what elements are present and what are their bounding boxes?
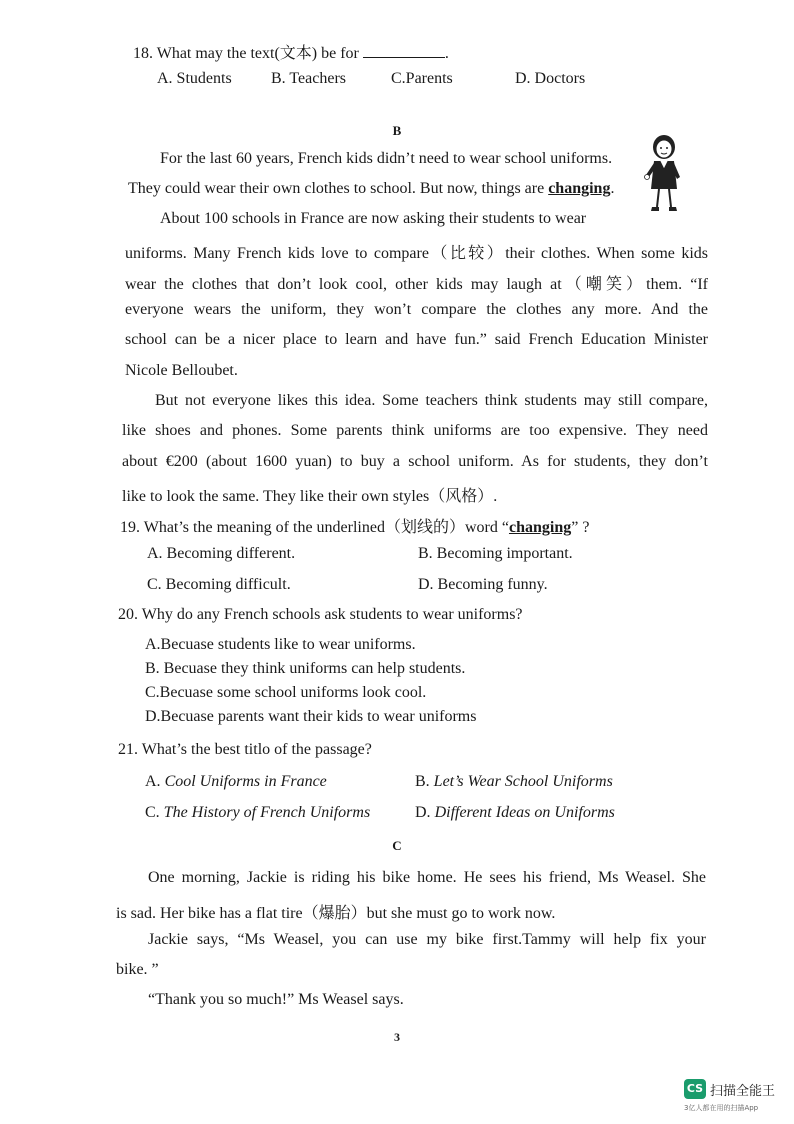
q19-option-c: C. Becoming difficult.: [147, 576, 291, 593]
answer-blank: [363, 43, 445, 58]
q21-option-a: [145, 773, 327, 791]
section-c-heading: C: [392, 838, 402, 853]
section-b-paragraph-2-line-3: wear the clothes that don’t look cool, other kids may laugh at（嘲笑）them. “If: [125, 276, 708, 293]
section-b-paragraph-2-line-2: uniforms. Many French kids love to compare（比较）their clothes. When some kids: [125, 245, 708, 262]
q18-option-a: A. Students: [157, 70, 232, 87]
section-b-paragraph-1-line-2: [128, 180, 614, 198]
q19-stem-text: 19. What’s the meaning of the underlined（划线的）word “: [120, 519, 509, 536]
option-letter: D.: [415, 804, 435, 821]
section-b-paragraph-3-line-2: like shoes and phones. Some parents think uniforms are too expensive. They need: [122, 422, 708, 439]
section-b-paragraph-2-line-1: About 100 schools in France are now asking their students to wear: [160, 210, 587, 227]
q18-option-c: C.Parents: [391, 70, 453, 87]
q19-underlined-word: changing: [508, 519, 572, 536]
q18-stem: [133, 40, 449, 63]
section-b-paragraph-2-line-4: everyone wears the uniform, they won’t compare the clothes any more. And the: [125, 301, 708, 318]
q19-stem-end: ” ?: [571, 519, 590, 536]
option-text: Cool Uniforms in France: [164, 773, 327, 790]
q19-stem: [120, 514, 589, 537]
q18-stem-end: .: [444, 45, 449, 62]
option-letter: B.: [415, 773, 434, 790]
camscanner-logo-icon: CS: [684, 1079, 706, 1099]
q19-option-b: B. Becoming important.: [418, 545, 573, 562]
watermark-tagline: 3亿人都在用的扫描App: [684, 1104, 759, 1112]
q18-option-d: D. Doctors: [515, 70, 586, 87]
section-b-paragraph-2-line-5: school can be a nicer place to learn and have fun.” said French Education Minister: [125, 331, 708, 348]
q20-option-b: B. Becuase they think uniforms can help students.: [145, 660, 466, 677]
option-text: The History of French Uniforms: [163, 804, 371, 821]
q20-option-c: C.Becuase some school uniforms look cool.: [145, 684, 427, 701]
section-c-paragraph-1-line-1: One morning, Jackie is riding his bike home. He sees his friend, Ms Weasel. She: [148, 869, 706, 886]
q20-option-a: A.Becuase students like to wear uniforms.: [145, 636, 416, 653]
section-b-text: .: [610, 180, 615, 197]
section-b-paragraph-3-line-1: But not everyone likes this idea. Some teachers think students may still compare,: [155, 392, 708, 409]
option-letter: A.: [145, 773, 165, 790]
section-b-paragraph-3-line-3: about €200 (about 1600 yuan) to buy a school uniform. As for students, they don’t: [122, 453, 708, 470]
option-text: Different Ideas on Uniforms: [434, 804, 615, 821]
schoolgirl-illustration: [640, 133, 688, 217]
q18-option-b: B. Teachers: [271, 70, 346, 87]
section-c-paragraph-1-line-2: is sad. Her bike has a flat tire（爆胎）but she must go to work now.: [116, 905, 556, 922]
page-number: 3: [394, 1030, 400, 1044]
section-c-paragraph-2-line-2: bike. ”: [116, 961, 159, 978]
q21-option-d: [415, 804, 615, 822]
section-c-paragraph-2-line-1: Jackie says, “Ms Weasel, you can use my bike first.Tammy will help fix your: [148, 931, 706, 948]
option-letter: C.: [145, 804, 164, 821]
q21-stem: 21. What’s the best titlo of the passage?: [118, 741, 372, 758]
q19-option-d: D. Becoming funny.: [418, 576, 548, 593]
section-b-paragraph-1-line-1: For the last 60 years, French kids didn’t need to wear school uniforms.: [160, 150, 613, 167]
watermark-name: 扫描全能王: [710, 1084, 776, 1099]
q19-option-a: A. Becoming different.: [147, 545, 296, 562]
option-text: Let’s Wear School Uniforms: [433, 773, 613, 790]
section-c-paragraph-3-line-1: “Thank you so much!” Ms Weasel says.: [148, 991, 404, 1008]
q20-stem: 20. Why do any French schools ask students to wear uniforms?: [118, 606, 523, 623]
section-b-text: They could wear their own clothes to school. But now, things are: [128, 180, 549, 197]
q20-option-d: D.Becuase parents want their kids to wear uniforms: [145, 708, 477, 725]
section-b-heading: B: [392, 123, 402, 138]
underlined-word-changing: changing: [548, 180, 611, 197]
q18-stem-text: 18. What may the text(文本) be for: [133, 45, 359, 62]
q21-option-c: [145, 804, 370, 822]
q21-option-b: [415, 773, 613, 791]
section-b-paragraph-2-line-6: Nicole Belloubet.: [125, 362, 238, 379]
section-b-paragraph-3-line-4: like to look the same. They like their own styles（风格）.: [122, 488, 498, 505]
